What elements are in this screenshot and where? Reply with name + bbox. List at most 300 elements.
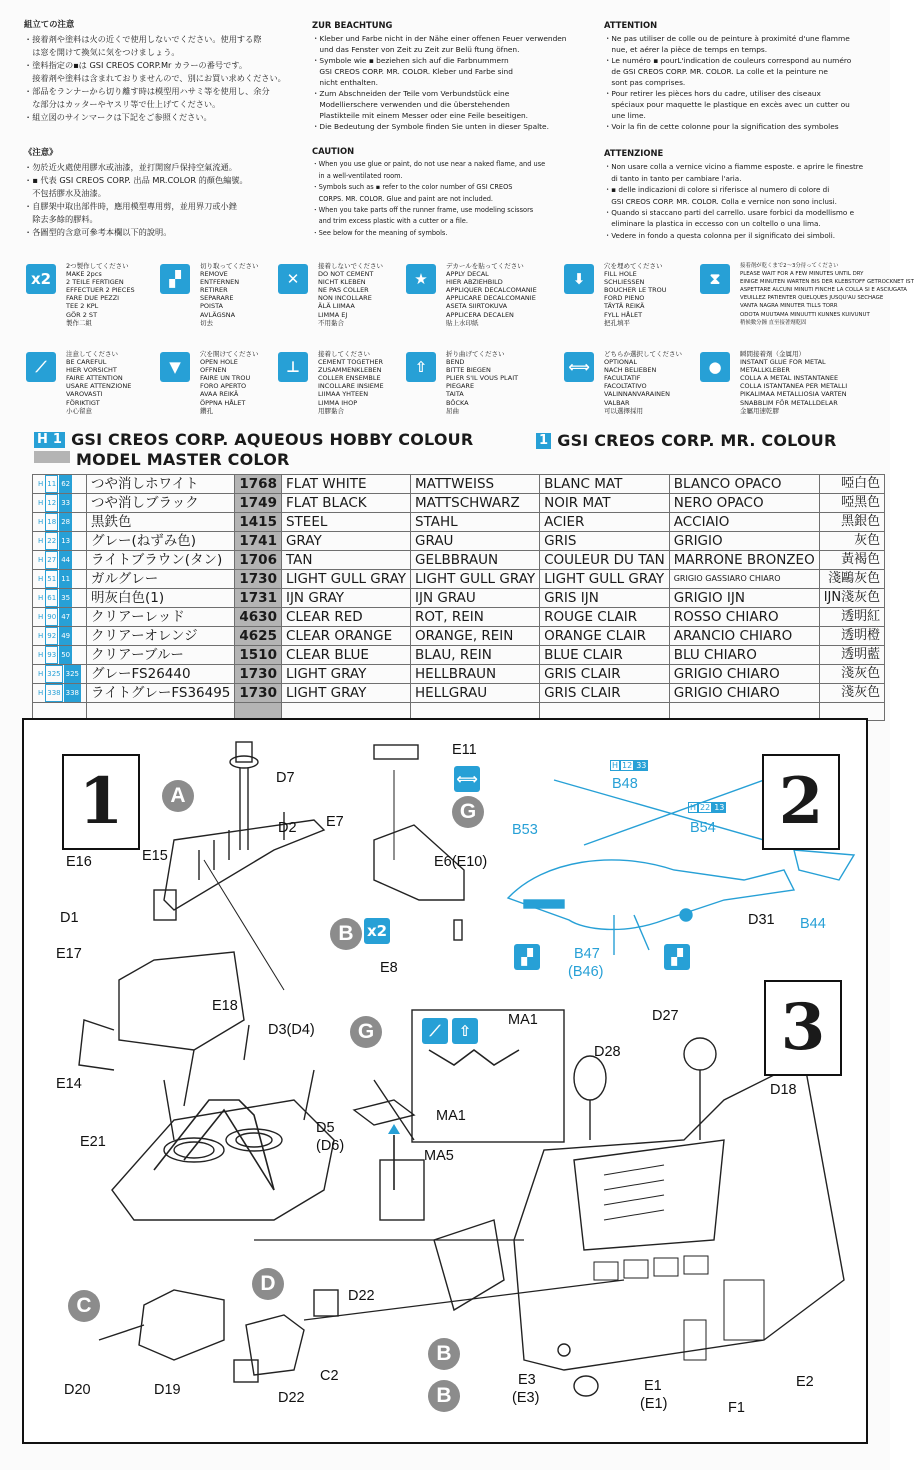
color-name-de: GELBBRAUN	[411, 551, 540, 570]
note-line: は窓を開けて換気に気をつけましょう。	[24, 47, 180, 57]
part-label: C2	[320, 1368, 339, 1384]
note-line: eliminare la plastica in eccesso con un coltello o una lima.	[604, 219, 821, 229]
note-line: な部分はカッターやヤスリ等で仕上げてください。	[24, 99, 221, 109]
color-code-cell	[33, 494, 87, 513]
color-row	[33, 608, 885, 627]
step-number-2: 2	[762, 754, 840, 850]
note-line: GSI CREOS CORP. MR. COLOR. Colla e vernice non sono inclusi.	[604, 196, 837, 206]
color-code-cell	[33, 513, 87, 532]
color-row	[33, 475, 885, 494]
part-label: D2	[278, 820, 297, 836]
color-name-fr: ORANGE CLAIR	[540, 627, 670, 646]
aqueous-badge	[34, 432, 65, 448]
note-line: in a well-ventilated room.	[312, 171, 403, 180]
note-line: ・When you use glue or paint, do not use near a naked flame, and use	[312, 160, 546, 169]
mr-code: 33	[59, 494, 72, 512]
callout-aqueous: 22	[700, 803, 711, 812]
part-label: E15	[142, 848, 168, 864]
part-label: E16	[66, 854, 92, 870]
part-label: F1	[728, 1400, 745, 1416]
note-line: and trim excess plastic with a cutter or a file.	[312, 217, 468, 226]
part-label: E7	[326, 814, 344, 830]
aqueous-number: 1	[52, 432, 63, 447]
color-name-de: HELLBRAUN	[411, 665, 540, 684]
note-line: ・Le numéro ▪ pourL'indication de couleurs correspond au numéro	[604, 56, 852, 65]
color-name-fr: GRIS IJN	[540, 589, 670, 608]
subassembly-b-badge: B	[330, 918, 362, 950]
aqueous-code: 51	[45, 570, 58, 588]
note-line: ・Quando si staccano parti del carrello. usare forbici da modellismo e	[604, 208, 855, 218]
symbol-text: 注意してください BE CAREFUL HIER VORSICHT FAIRE ATTENTION USARE ATTENZIONE VAROVASTI FÖRIKTIGT 小心留意	[66, 350, 132, 415]
color-name-ja: クリアーオレンジ	[87, 627, 235, 646]
symbol-bend	[406, 352, 546, 428]
part-label: E17	[56, 946, 82, 962]
note-line: de GSI CREOS CORP. MR. COLOR. La colle et la peinture ne	[604, 67, 828, 76]
note-line: ・Non usare colla a vernice vicino a fiamme esposte. e aprire le finestre	[604, 162, 864, 172]
instant-glue-icon: ●	[700, 352, 730, 382]
callout-code: H	[690, 803, 697, 812]
color-table	[32, 474, 885, 721]
mr-code: 44	[59, 551, 72, 569]
subassembly-g-badge: G	[350, 1016, 382, 1048]
mr-badge: 1	[536, 433, 551, 449]
color-row	[33, 532, 885, 551]
color-name-ja: ガルグレー	[87, 570, 235, 589]
be-careful-icon: ⟋	[422, 1018, 448, 1044]
remove-icon: ▞	[514, 944, 540, 970]
color-name-zh: 透明紅	[819, 608, 884, 627]
color-row	[33, 665, 885, 684]
mr-code: 28	[59, 513, 72, 531]
color-name-de: STAHL	[411, 513, 540, 532]
note-line: sont pas comprises.	[604, 78, 686, 87]
notes-title: 《注意》	[24, 147, 58, 157]
color-row	[33, 627, 885, 646]
part-label: E14	[56, 1076, 82, 1092]
color-name-zh: 灰色	[819, 532, 884, 551]
part-label: B53	[512, 822, 538, 838]
color-name-zh: 透明藍	[819, 646, 884, 665]
color-name-ja: つや消しブラック	[87, 494, 235, 513]
remove-icon: ▞	[160, 264, 190, 294]
color-code-cell	[33, 532, 87, 551]
notes-title: ATTENZIONE	[604, 148, 664, 158]
subassembly-d-badge: D	[252, 1268, 284, 1300]
symbol-apply-decal	[406, 264, 546, 340]
aqueous-code: 90	[45, 608, 58, 626]
color-name-zh: 透明橙	[819, 627, 884, 646]
subassembly-c-badge: C	[68, 1290, 100, 1322]
subassembly-b-badge: B	[428, 1338, 460, 1370]
color-name-de: ROT, REIN	[411, 608, 540, 627]
note-line: ・Zum Abschneiden der Teile vom Verbundstück eine	[312, 89, 510, 98]
aqueous-code: 338	[45, 684, 62, 702]
note-line: ・勿於近火處使用膠水或油漆，並打開窗戶保持空氣流通。	[24, 162, 237, 172]
color-name-fr: BLANC MAT	[540, 475, 670, 494]
aqueous-prefix: H	[38, 537, 44, 545]
note-line: ・部品をランナーから切り離す時は模型用ハサミ等を使用し、余分	[24, 86, 270, 96]
color-name-de: LIGHT GULL GRAY	[411, 570, 540, 589]
mr-code: 13	[59, 532, 72, 550]
color-name-zh: 啞白色	[819, 475, 884, 494]
step-number-1: 1	[62, 754, 140, 850]
model-master-number: 4630	[235, 608, 282, 627]
symbol-legend-row-1	[26, 262, 914, 340]
symbol-text: 接着してください CEMENT TOGETHER ZUSAMMENKLEBEN COLLER ENSEMBLE INCOLLARE INSIEME LIIMAA YHTEEN LIMMA IHOP 用膠黏合	[318, 350, 384, 415]
symbol-text: 穴を埋めてください FILL HOLE SCHLIESSEN BOUCHER LE TROU FORD PIENO TÄYTÄ REIKÄ FYLL HÅLET 把孔填平	[604, 262, 667, 327]
color-name-ja: 明灰白色(1)	[87, 589, 235, 608]
part-label: E1	[644, 1378, 662, 1394]
color-code-cell	[33, 684, 87, 703]
note-line: ・Vedere in fondo a questa colonna per il significato dei simboli.	[604, 230, 836, 240]
model-master-number: 1768	[235, 475, 282, 494]
remove-icon: ▞	[664, 944, 690, 970]
aqueous-prefix: H	[38, 689, 44, 697]
part-label: D5	[316, 1120, 335, 1136]
color-name-zh: 黃褐色	[819, 551, 884, 570]
note-line: une lime.	[604, 111, 646, 120]
color-row	[33, 570, 885, 589]
callout-mr: 13	[714, 803, 725, 812]
color-name-ja: ライトグレーFS36495	[87, 684, 235, 703]
note-line: ・各圖型的含意可參考本欄以下的說明。	[24, 227, 172, 237]
notes-german	[312, 20, 592, 132]
be-careful-icon: ⟋	[26, 352, 56, 382]
color-name-en: CLEAR RED	[281, 608, 410, 627]
aqueous-code: 61	[45, 589, 58, 607]
notes-title: ZUR BEACHTUNG	[312, 20, 393, 30]
part-label: E8	[380, 960, 398, 976]
color-row	[33, 589, 885, 608]
color-code-cell	[33, 608, 87, 627]
part-label: E6(E10)	[434, 854, 488, 870]
color-name-fr: BLUE CLAIR	[540, 646, 670, 665]
part-label: D27	[652, 1008, 679, 1024]
part-label: (B46)	[568, 964, 604, 980]
part-label: D3(D4)	[268, 1022, 315, 1038]
mr-code: 47	[59, 608, 72, 626]
color-name-de: HELLGRAU	[411, 684, 540, 703]
notes-japanese	[24, 18, 304, 124]
part-label: D19	[154, 1382, 181, 1398]
color-name-de: IJN GRAU	[411, 589, 540, 608]
cement-together-icon: ⊥	[278, 352, 308, 382]
optional-icon: ⟺	[564, 352, 594, 382]
color-name-fr: COULEUR DU TAN	[540, 551, 670, 570]
note-line: ・Symbole wie ▪ beziehen sich auf die Farbnummern	[312, 56, 509, 65]
note-line: ・Voir la fin de cette colonne pour la signification des symboles	[604, 122, 839, 131]
aqueous-prefix: H	[38, 613, 44, 621]
part-label: D7	[276, 770, 295, 786]
note-line: nicht enthalten.	[312, 78, 378, 87]
notes-title: ATTENTION	[604, 20, 658, 30]
bend-icon: ⇧	[452, 1018, 478, 1044]
color-name-ja: ライトブラウン(タン)	[87, 551, 235, 570]
note-line: ・Die Bedeutung der Symbole finden Sie unten in dieser Spalte.	[312, 122, 549, 131]
color-name-de: BLAU, REIN	[411, 646, 540, 665]
part-label: B47	[574, 946, 600, 962]
model-master-number: 1706	[235, 551, 282, 570]
symbol-cement-together	[278, 352, 418, 428]
color-code-cell	[33, 646, 87, 665]
color-name-it: BLANCO OPACO	[669, 475, 819, 494]
symbol-fill-hole	[564, 264, 704, 340]
color-name-ja: クリアーブルー	[87, 646, 235, 665]
mr-code: 325	[64, 665, 81, 683]
model-master-number: 1510	[235, 646, 282, 665]
color-row	[33, 646, 885, 665]
part-label: E3	[518, 1372, 536, 1388]
color-code-cell	[33, 475, 87, 494]
part-label: E21	[80, 1134, 106, 1150]
symbol-make-two	[26, 264, 166, 340]
color-name-de: GRAU	[411, 532, 540, 551]
color-name-en: IJN GRAY	[281, 589, 410, 608]
note-line: ・Kleber und Farbe nicht in der Nähe einer offenen Feuer verwenden	[312, 34, 567, 43]
color-row	[33, 494, 885, 513]
note-line: ・自膠架中取出部件時，應用模型專用剪，並用界刀或小銼	[24, 201, 237, 211]
mr-code: 49	[59, 627, 72, 645]
part-label: B44	[800, 916, 826, 932]
note-line: di tanto in tanto per cambiare l'aria.	[604, 173, 742, 183]
symbol-text: デカールを貼ってください APPLY DECAL HIER ABZIEHBILD APPLIQUER DECALCOMANIE APPLICARE DECALCOMANIE ASETA SIIRTOKUVA APPLICERA DECALEN 貼上水印紙	[446, 262, 537, 327]
color-name-ja: 黒鉄色	[87, 513, 235, 532]
color-name-it: GRIGIO CHIARO	[669, 665, 819, 684]
symbol-text: 接着剤が乾くまで2～3分待ってください PLEASE WAIT FOR A FEW MINUTES UNTIL DRY EINIGE MINUTEN WARTEN BIS DER KLEBSTOFF GETROCKNET IST ASPETTARE ALCUNI MINUTI FINCHE LA COLLA SI E ASCIUGATA VEUILLEZ PATIENTER QUELQUES JUSQU'AU SECHAGE VANTA NAGRA MINUTER TILLS TORR ODOTA MUUTAMA MINUUTTI KUNNES KUIVUNUT 稍候數分鐘 直至接著劑乾固	[740, 263, 914, 326]
model-master-number: 1731	[235, 589, 282, 608]
color-name-en: CLEAR BLUE	[281, 646, 410, 665]
note-line: nue, et aérer la pièce de temps en temps.	[604, 45, 768, 54]
brand-mr-label: GSI CREOS CORP. MR. COLOUR	[557, 431, 837, 450]
color-row	[33, 551, 885, 570]
aqueous-code: 18	[45, 513, 58, 531]
part-label: D22	[348, 1288, 375, 1304]
note-line: ・組立図のサインマークは下記をご参照ください。	[24, 112, 212, 122]
decal-star-icon: ★	[406, 264, 436, 294]
callout-code: H	[612, 761, 619, 770]
make-two-icon: x2	[26, 264, 56, 294]
color-name-en: FLAT WHITE	[281, 475, 410, 494]
part-label: D1	[60, 910, 79, 926]
part-label: D31	[748, 912, 775, 928]
model-master-number: 1730	[235, 570, 282, 589]
note-line: 不包括膠水及油漆。	[24, 188, 106, 198]
color-name-fr: GRIS	[540, 532, 670, 551]
color-name-it: GRIGIO CHIARO	[669, 684, 819, 703]
color-name-it: GRIGIO	[669, 532, 819, 551]
mr-code: 62	[59, 475, 72, 493]
part-label: MA1	[436, 1108, 466, 1124]
symbol-be-careful	[26, 352, 166, 428]
model-master-swatch	[34, 451, 70, 463]
model-master-number: 1730	[235, 684, 282, 703]
symbol-text: 2つ製作してください MAKE 2pcs 2 TEILE FERTIGEN EFFECTUER 2 PIECES FARE DUE PEZZI TEE 2 KPL GÖR 2 ST 製作二組	[66, 262, 135, 327]
notes-english	[312, 146, 592, 239]
part-label: E11	[452, 742, 477, 758]
part-label: (D6)	[316, 1138, 345, 1154]
brand-model-master: MODEL MASTER COLOR	[76, 450, 290, 469]
aqueous-code: 92	[45, 627, 58, 645]
mr-code: 35	[59, 589, 72, 607]
hourglass-icon: ⧗	[700, 264, 730, 294]
color-name-fr: GRIS CLAIR	[540, 665, 670, 684]
symbol-text: 折り曲げてください BEND BITTE BIEGEN PLIER S'IL VOUS PLAIT PIEGARE TAITA BÖCKA 屈曲	[446, 350, 519, 415]
color-name-fr: NOIR MAT	[540, 494, 670, 513]
symbol-text: 穴を開けてください OPEN HOLE OFFNEN FAIRE UN TROU FORO APERTO AVAA REIKÄ ÖPPNA HÅLET 鑽孔	[200, 350, 259, 415]
part-label: E18	[212, 998, 238, 1014]
mr-code: 50	[59, 646, 72, 664]
color-name-en: TAN	[281, 551, 410, 570]
symbol-text: どちらか選択してください OPTIONAL NACH BELIEBEN FACULTATIF FACOLTATIVO VALINNANVARAINEN VALBAR 可以選擇採用	[604, 350, 682, 415]
aqueous-prefix: H	[38, 480, 44, 488]
color-name-fr: GRIS CLAIR	[540, 684, 670, 703]
assembly-area	[22, 718, 868, 1444]
model-master-number: 1730	[235, 665, 282, 684]
part-label: (E3)	[512, 1390, 540, 1406]
color-name-zh: 啞黑色	[819, 494, 884, 513]
note-line: Modellierschere verwenden und die überstehenden	[312, 100, 510, 109]
part-label: B48	[612, 776, 638, 792]
color-name-de: MATTSCHWARZ	[411, 494, 540, 513]
aqueous-code: 12	[45, 494, 58, 512]
notes-italian	[604, 148, 880, 241]
aqueous-prefix: H	[38, 575, 44, 583]
aqueous-letter: H	[37, 432, 49, 447]
color-name-ja: クリアーレッド	[87, 608, 235, 627]
callout-aqueous: 12	[622, 761, 633, 770]
aqueous-prefix: H	[38, 518, 44, 526]
color-name-ja: グレー(ねずみ色)	[87, 532, 235, 551]
part-label: E2	[796, 1374, 814, 1390]
model-master-number: 1741	[235, 532, 282, 551]
color-name-it: BLU CHIARO	[669, 646, 819, 665]
note-line: spéciaux pour maquette le plastique en excès avec un cutter ou	[604, 100, 850, 109]
subassembly-g-badge: G	[452, 796, 484, 828]
part-label: MA5	[424, 1148, 454, 1164]
brand-aqueous-label: GSI CREOS CORP. AQUEOUS HOBBY COLOUR	[71, 430, 474, 449]
part-label: D28	[594, 1044, 621, 1060]
step-number-3: 3	[764, 980, 842, 1076]
color-name-it: NERO OPACO	[669, 494, 819, 513]
color-name-fr: ACIER	[540, 513, 670, 532]
color-name-zh: 黑銀色	[819, 513, 884, 532]
notes-chinese	[24, 146, 304, 239]
note-line: ・Pour retirer les pièces hors du cadre, utiliser des ciseaux	[604, 89, 821, 98]
symbol-text: 接着しないでください DO NOT CEMENT NICHT KLEBEN NE PAS COLLER NON INCOLLARE ÄLÄ LIIMAA LIMMA EJ 不用黏合	[318, 262, 383, 327]
paint-callout-b48	[610, 760, 648, 771]
color-code-cell	[33, 551, 87, 570]
note-line: ・▪ 代表 GSI CREOS CORP. 出品 MR.COLOR 的顏色編號。	[24, 175, 248, 185]
aqueous-code: 22	[45, 532, 58, 550]
aqueous-prefix: H	[38, 651, 44, 659]
aqueous-code: 11	[45, 475, 58, 493]
optional-icon: ⟺	[454, 766, 480, 792]
mr-code: 338	[64, 684, 81, 702]
color-name-en: LIGHT GRAY	[281, 684, 410, 703]
color-name-en: LIGHT GULL GRAY	[281, 570, 410, 589]
color-row	[33, 684, 885, 703]
mr-code: 11	[59, 570, 72, 588]
color-name-en: FLAT BLACK	[281, 494, 410, 513]
note-line: ・Ne pas utiliser de colle ou de peinture à proximité d'une flamme	[604, 34, 850, 43]
note-line: CORPS. MR. COLOR. Glue and paint are not included.	[312, 194, 494, 203]
color-name-it: MARRONE BRONZEO	[669, 551, 819, 570]
aqueous-code: 27	[45, 551, 58, 569]
fill-hole-icon: ⬇	[564, 264, 594, 294]
color-name-zh: 淺鷗灰色	[819, 570, 884, 589]
assembly-drawing	[24, 720, 870, 1446]
part-label: D22	[278, 1390, 305, 1406]
brand-aqueous	[34, 430, 473, 449]
subassembly-b-optional-badge: B	[428, 1380, 460, 1412]
symbol-instant-glue	[700, 352, 880, 428]
part-label: B54	[690, 820, 716, 836]
color-name-ja: つや消しホワイト	[87, 475, 235, 494]
part-label: D20	[64, 1382, 91, 1398]
aqueous-prefix: H	[38, 670, 44, 678]
color-name-ja: グレーFS26440	[87, 665, 235, 684]
aqueous-code: 325	[45, 665, 62, 683]
color-name-en: GRAY	[281, 532, 410, 551]
part-label: D18	[770, 1082, 797, 1098]
color-name-it: ROSSO CHIARO	[669, 608, 819, 627]
notes-title: CAUTION	[312, 146, 355, 156]
note-line: 除去多餘的膠料。	[24, 214, 98, 224]
note-line: ・When you take parts off the runner frame, use modeling scissors	[312, 206, 534, 215]
color-name-zh: IJN淺灰色	[819, 589, 884, 608]
part-label: (E1)	[640, 1396, 668, 1412]
note-line: und das Fenster von Zeit zu Zeit zur Belü ftung öfnen.	[312, 45, 520, 54]
color-name-it: GRIGIO IJN	[669, 589, 819, 608]
make-two-icon: x2	[364, 918, 390, 944]
color-name-it: ARANCIO CHIARO	[669, 627, 819, 646]
note-line: GSI CREOS CORP. MR. COLOR. Kleber und Farbe sind	[312, 67, 513, 76]
color-name-fr: LIGHT GULL GRAY	[540, 570, 670, 589]
symbol-optional	[564, 352, 704, 428]
note-line: ・接着剤や塗料は火の近くで使用しないでください。使用する際	[24, 34, 262, 44]
color-name-en: LIGHT GRAY	[281, 665, 410, 684]
color-name-zh: 淺灰色	[819, 665, 884, 684]
color-name-de: MATTWEISS	[411, 475, 540, 494]
model-master-number: 1415	[235, 513, 282, 532]
aqueous-prefix: H	[38, 499, 44, 507]
symbol-text: 切り取ってください REMOVE ENTFERNEN RETIRER SEPARARE POISTA AVLÄGSNA 切去	[200, 262, 259, 327]
note-line: ・塗料指定の▪は GSI CREOS CORP.Mr カラーの番号です。	[24, 60, 248, 70]
color-code-cell	[33, 665, 87, 684]
note-line: ・Symbols such as ▪ refer to the color number of GSI CREOS	[312, 183, 513, 192]
symbol-legend-row-2	[26, 352, 876, 428]
no-cement-icon: ✕	[278, 264, 308, 294]
aqueous-prefix: H	[38, 594, 44, 602]
notes-french	[604, 20, 880, 132]
color-row	[33, 513, 885, 532]
bend-icon: ⇧	[406, 352, 436, 382]
aqueous-code: 93	[45, 646, 58, 664]
color-name-de: ORANGE, REIN	[411, 627, 540, 646]
paint-callout-b54	[688, 802, 726, 813]
symbol-no-cement	[278, 264, 418, 340]
color-name-fr: ROUGE CLAIR	[540, 608, 670, 627]
color-name-zh: 淺灰色	[819, 684, 884, 703]
color-code-cell	[33, 570, 87, 589]
callout-mr: 33	[636, 761, 647, 770]
color-name-en: CLEAR ORANGE	[281, 627, 410, 646]
color-code-cell	[33, 627, 87, 646]
note-line: ・▪ delle indicazioni di colore si riferisce al numero di colore di	[604, 185, 830, 195]
brand-mr-colour	[536, 431, 837, 450]
color-name-it: GRIGIO GASSIARO CHIARO	[669, 570, 819, 589]
notes-title: 組立ての注意	[24, 19, 75, 29]
